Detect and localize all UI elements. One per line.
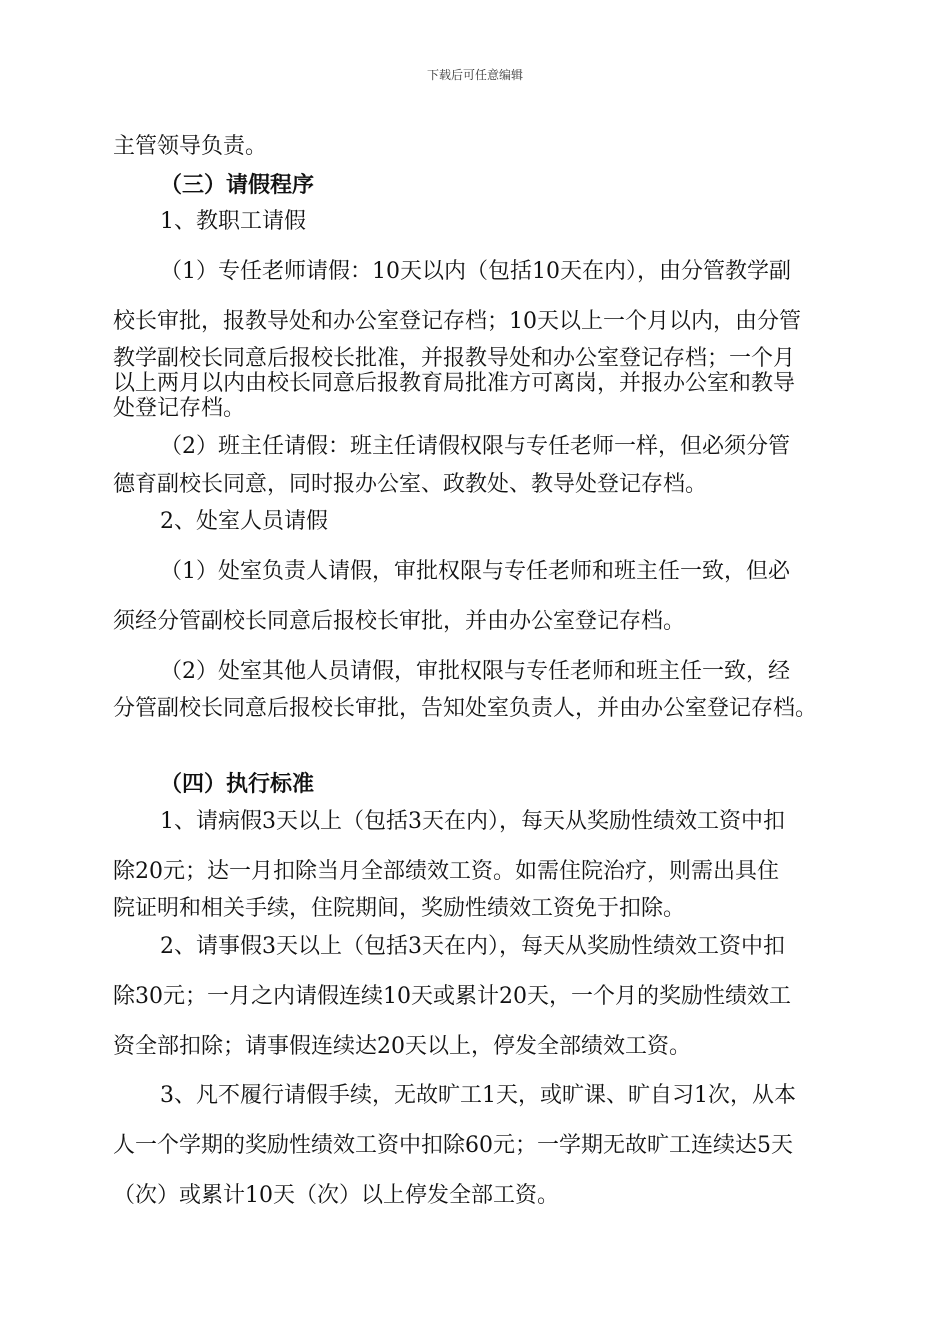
paragraph-line: （1）处室负责人请假，审批权限与专任老师和班主任一致，但必 [160, 559, 790, 584]
subsection-heading: 2、处室人员请假 [160, 509, 328, 534]
section-heading: （三）请假程序 [160, 172, 315, 198]
paragraph-line: 1、请病假3天以上（包括3天在内），每天从奖励性绩效工资中扣 [160, 809, 785, 834]
paragraph-line: 除20元；达一月扣除当月全部绩效工资。如需住院治疗，则需出具住 [113, 859, 779, 884]
paragraph-line: 教学副校长同意后报校长批准，并报教导处和办公室登记存档；一个月 [113, 346, 796, 371]
paragraph-line: （2）处室其他人员请假，审批权限与专任老师和班主任一致，经 [160, 659, 790, 684]
paragraph-line: 2、请事假3天以上（包括3天在内），每天从奖励性绩效工资中扣 [160, 934, 785, 959]
paragraph-line: 3、凡不履行请假手续，无故旷工1天，或旷课、旷自习1次，从本 [160, 1083, 796, 1108]
paragraph-line: 须经分管副校长同意后报校长审批，并由办公室登记存档。 [113, 609, 686, 634]
section-heading: （四）执行标准 [160, 771, 315, 797]
paragraph-line: 主管领导负责。 [113, 134, 268, 159]
paragraph-line: 校长审批，报教导处和办公室登记存档；10天以上一个月以内，由分管 [113, 309, 801, 334]
subsection-heading: 1、教职工请假 [160, 209, 306, 234]
paragraph-line: 人一个学期的奖励性绩效工资中扣除60元；一学期无故旷工连续达5天 [113, 1133, 793, 1158]
paragraph-line: 以上两月以内由校长同意后报教育局批准方可离岗，并报办公室和教导 [113, 371, 796, 396]
paragraph-line: 处登记存档。 [113, 396, 246, 421]
paragraph-line: （1）专任老师请假：10天以内（包括10天在内），由分管教学副 [160, 259, 791, 284]
page-header: 下载后可任意编辑 [426, 68, 523, 82]
paragraph-line: 院证明和相关手续，住院期间，奖励性绩效工资免于扣除。 [113, 896, 686, 921]
paragraph-line: （次）或累计10天（次）以上停发全部工资。 [113, 1183, 559, 1208]
paragraph-line: 除30元；一月之内请假连续10天或累计20天，一个月的奖励性绩效工 [113, 984, 791, 1009]
paragraph-line: （2）班主任请假：班主任请假权限与专任老师一样，但必须分管 [160, 434, 790, 459]
paragraph-line: 分管副校长同意后报校长审批，告知处室负责人，并由办公室登记存档。 [113, 696, 818, 721]
paragraph-line: 德育副校长同意，同时报办公室、政教处、教导处登记存档。 [113, 472, 708, 497]
paragraph-line: 资全部扣除；请事假连续达20天以上，停发全部绩效工资。 [113, 1034, 691, 1059]
